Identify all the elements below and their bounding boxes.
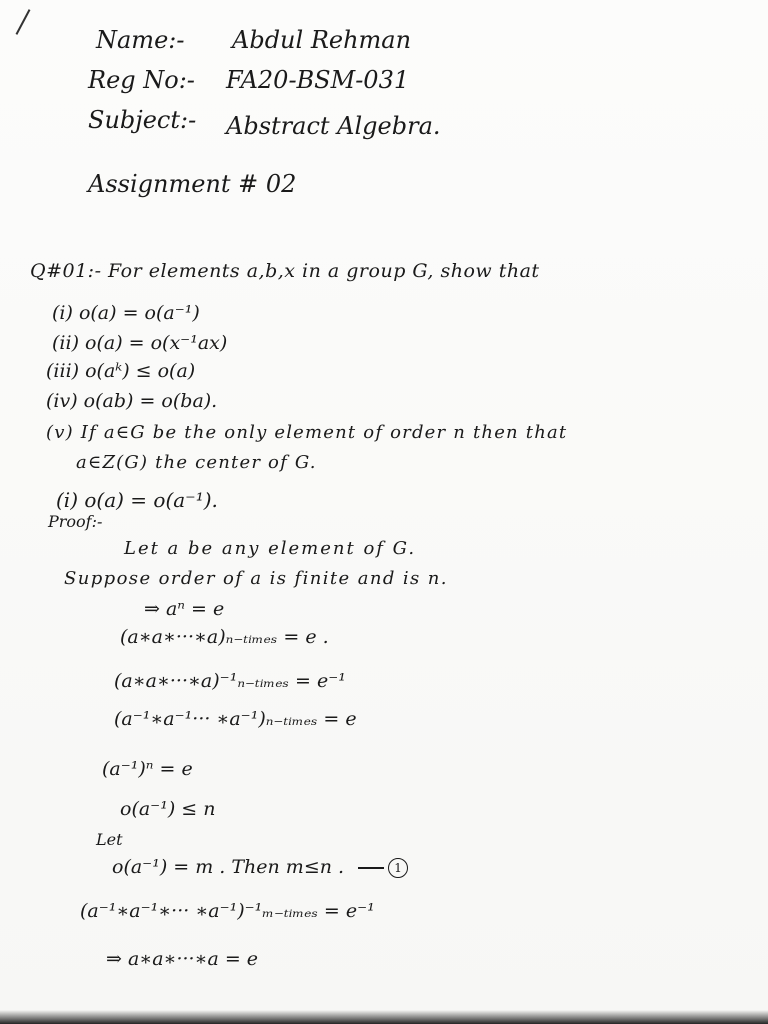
question-part-1: (i) o(a) = o(a⁻¹) <box>52 302 200 324</box>
reg-value: FA20-BSM-031 <box>226 66 410 94</box>
proof-line-9: Let <box>96 830 123 849</box>
proof-line-4: (a∗a∗···∗a)ₙ₋ₜᵢₘₑₛ = e . <box>120 626 329 648</box>
subject-value: Abstract Algebra. <box>226 112 441 140</box>
subject-label: Subject:- <box>88 106 197 134</box>
proof-line-7: (a⁻¹)ⁿ = e <box>102 758 193 780</box>
proof-line-12: ⇒ a∗a∗···∗a = e <box>106 948 259 970</box>
proof-line-8: o(a⁻¹) ≤ n <box>120 798 216 820</box>
proof-line-5: (a∗a∗···∗a)⁻¹ₙ₋ₜᵢₘₑₛ = e⁻¹ <box>114 670 346 692</box>
proof-line-6: (a⁻¹∗a⁻¹··· ∗a⁻¹)ₙ₋ₜᵢₘₑₛ = e <box>114 708 357 730</box>
question-title: Q#01:- For elements a,b,x in a group G, show that <box>30 260 540 282</box>
proof-line-10 <box>112 858 408 878</box>
name-value: Abdul Rehman <box>232 26 412 54</box>
question-part-5: (v) If a∈G be the only element of order n then that <box>46 422 568 443</box>
question-part-2: (ii) o(a) = o(x⁻¹ax) <box>52 332 228 354</box>
question-part-4: (iv) o(ab) = o(ba). <box>46 390 218 412</box>
assignment-number: Assignment # 02 <box>88 170 297 198</box>
proof-line-3: ⇒ aⁿ = e <box>144 598 225 620</box>
question-part-3: (iii) o(aᵏ) ≤ o(a) <box>46 360 196 382</box>
proof-line-2: Suppose order of a is finite and is n. <box>64 568 448 589</box>
proof-line-11: (a⁻¹∗a⁻¹∗··· ∗a⁻¹)⁻¹ₘ₋ₜᵢₘₑₛ = e⁻¹ <box>80 900 375 922</box>
proof-line-1: Let a be any element of G. <box>124 538 417 559</box>
page-bottom-edge <box>0 1010 768 1024</box>
proof-part-heading: (i) o(a) = o(a⁻¹). <box>56 488 218 512</box>
question-part-5-cont: a∈Z(G) the center of G. <box>76 452 317 473</box>
proof-line-10-text: o(a⁻¹) = m . Then m≤n . <box>112 856 345 878</box>
corner-pen-mark <box>16 9 31 35</box>
name-label: Name:- <box>96 26 185 54</box>
equation-ref-circle: 1 <box>388 858 408 878</box>
proof-label: Proof:- <box>48 512 103 531</box>
dash-mark <box>358 867 384 869</box>
reg-label: Reg No:- <box>88 66 195 94</box>
